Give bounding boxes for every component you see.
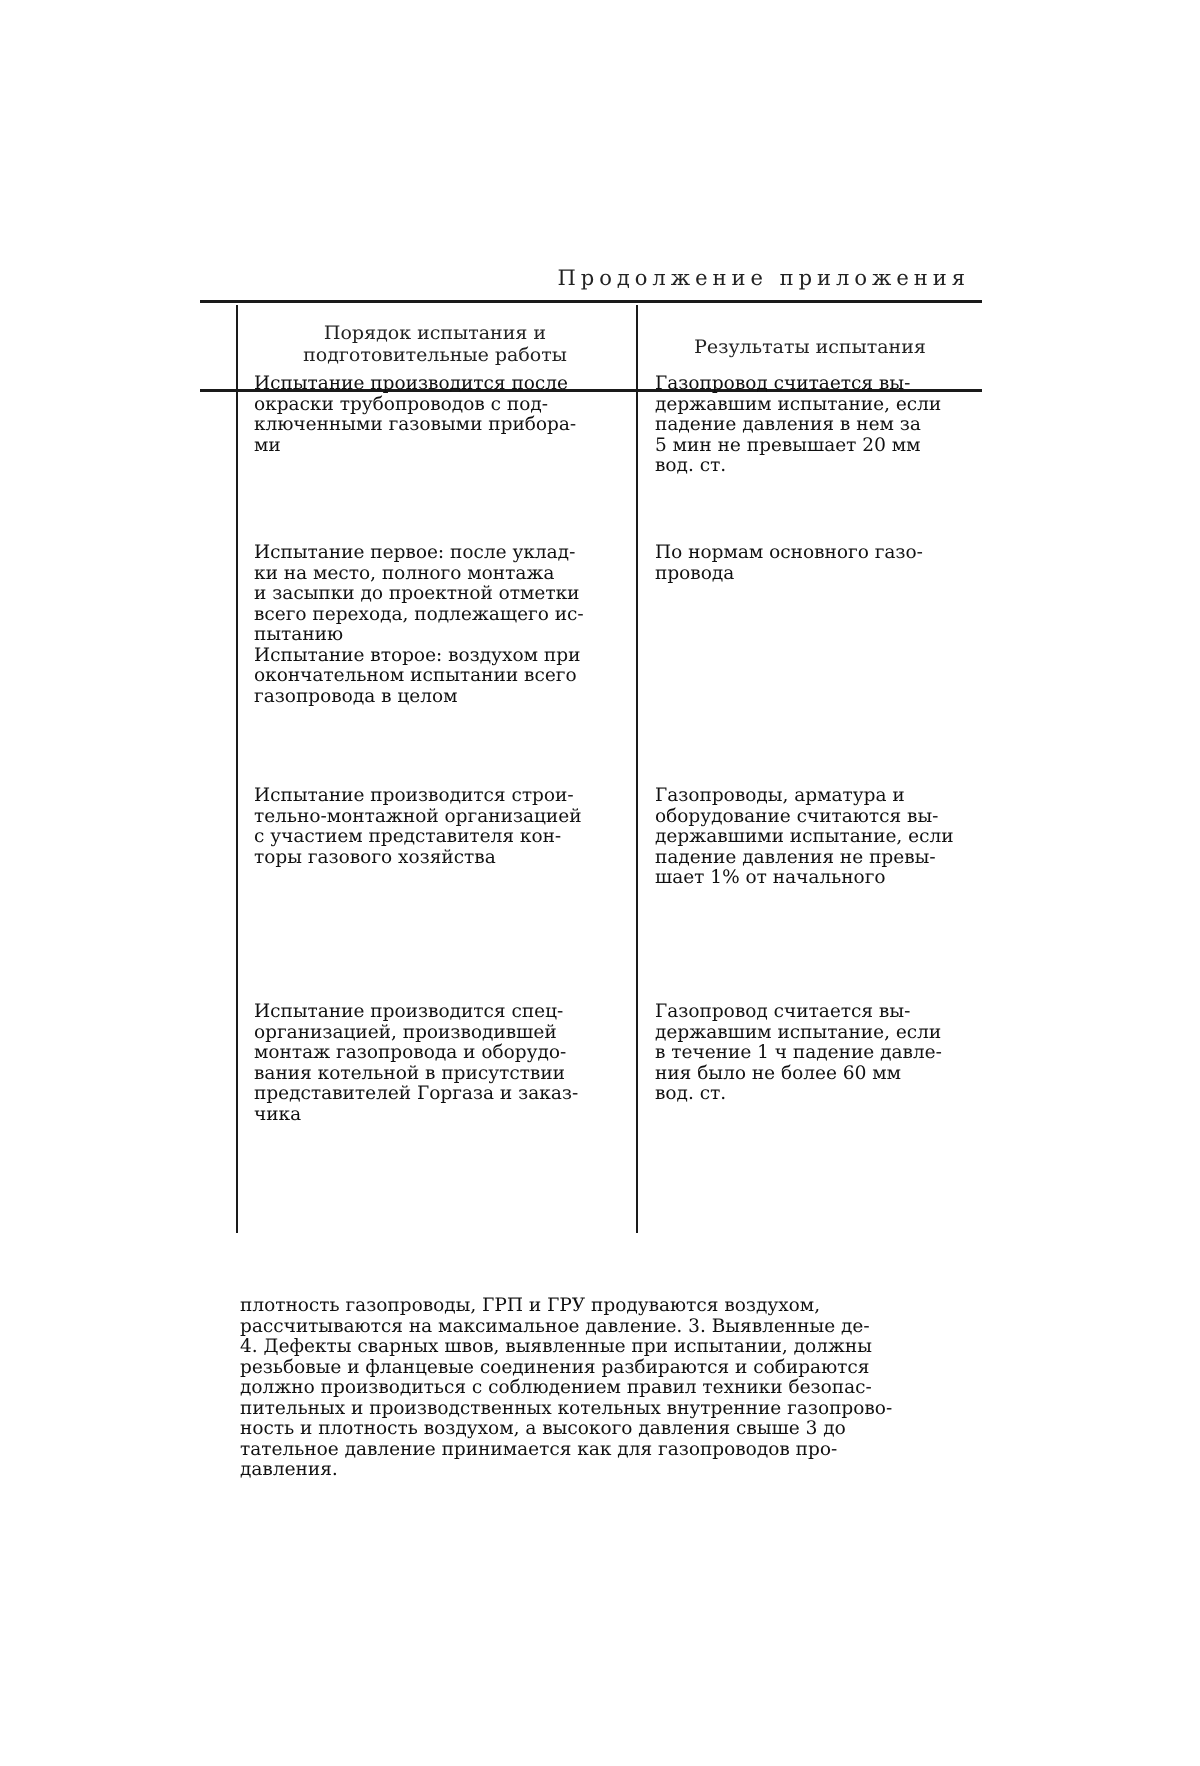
row-4-result: Газопровод считается вы- державшим испытание, если в течение 1 ч падение давле- ния было не более 60 мм вод. ст. bbox=[655, 1001, 942, 1104]
row-1-result: Газопровод считается вы- державшим испытание, если падение давления в нем за 5 мин не превышает 20 мм вод. ст. bbox=[655, 373, 942, 476]
footnote-text: плотность газопроводы, ГРП и ГРУ продуваются воздухом, рассчитываются на максимальное давление. 3. Выявленные де- 4. Дефекты сварных швов, выявленные при испытании, должны резьбовые и фланцевые соединения разбираются и собираются должно производиться с соблюдением правил техники безопас- пительных и производственных котельных внутренние газопрово- ность и плотность воздухом, а высокого давления свыше 3 до тательное давление принимается как для газопроводов про- давления. bbox=[240, 1295, 893, 1480]
column-divider bbox=[636, 305, 638, 1233]
test-table bbox=[200, 300, 982, 1235]
table-top-rule bbox=[200, 300, 982, 303]
column-header-results: Результаты испытания bbox=[694, 336, 926, 358]
row-4-procedure: Испытание производится спец- организацией, производившей монтаж газопровода и оборудо- вания котельной в присутствии представителей Горгаза и заказ- чика bbox=[254, 1001, 579, 1125]
row-2-procedure: Испытание первое: после уклад- ки на место, полного монтажа и засыпки до проектной отметки всего перехода, подлежащего ис- пытанию Испытание второе: воздухом при окончательном испытании всего газопровода в целом bbox=[254, 542, 584, 707]
table-left-rule bbox=[236, 305, 238, 1233]
row-1-procedure: Испытание производится после окраски трубопроводов с под- ключенными газовыми прибора- ми bbox=[254, 373, 577, 456]
row-3-procedure: Испытание производится строи- тельно-монтажной организацией с участием представителя кон- торы газового хозяйства bbox=[254, 785, 582, 868]
page-heading: Продолжение приложения bbox=[557, 266, 970, 290]
row-3-result: Газопроводы, арматура и оборудование считаются вы- державшими испытание, если падение давления не превы- шает 1% от начального bbox=[655, 785, 954, 888]
column-header-procedure: Порядок испытания и подготовительные работы bbox=[303, 322, 567, 366]
row-2-result: По нормам основного газо- провода bbox=[655, 542, 923, 584]
